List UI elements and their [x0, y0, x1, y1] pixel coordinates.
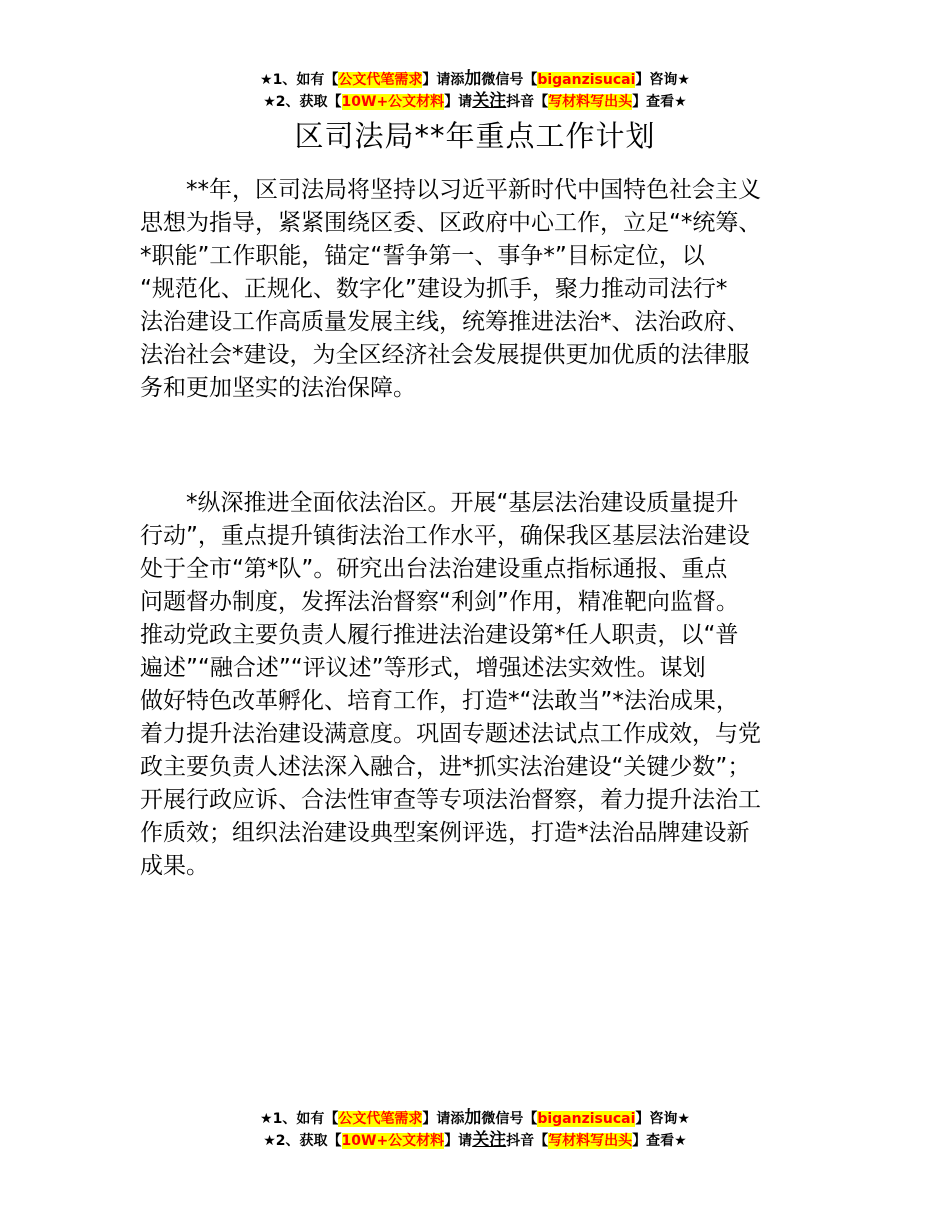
promo-emphasis: 加	[464, 69, 482, 89]
paragraph-line: 政主要负责人述法深入融合，进*抓实法治建设“关键少数”；	[140, 754, 751, 780]
promo-line-2	[0, 1129, 950, 1151]
paragraph-1	[140, 171, 830, 402]
paragraph-line: 成果。	[140, 853, 209, 879]
promo-text: 抖音【	[506, 1133, 549, 1149]
paragraph-line: 开展行政应诉、合法性审查等专项法治督察，着力提升法治工	[140, 787, 761, 813]
paragraph-line: 着力提升法治建设满意度。巩固专题述法试点工作成效，与党	[140, 721, 761, 747]
promo-text: 】请	[444, 94, 473, 110]
paragraph-line: 务和更加坚实的法治保障。	[140, 375, 416, 401]
promo-wechat-id: biganzisucai	[537, 72, 636, 88]
promo-line-2	[0, 90, 950, 112]
paragraph-line: *职能”工作职能，锚定“誓争第一、事争*”目标定位，以	[140, 243, 705, 269]
promo-douyin-id: 写材料写出头	[548, 94, 633, 110]
promo-wechat-id: biganzisucai	[537, 1111, 636, 1127]
promo-text: 】查看★	[632, 94, 687, 110]
document-title: 区司法局**年重点工作计划	[294, 119, 656, 153]
paragraph-line: 思想为指导，紧紧围绕区委、区政府中心工作，立足“*统筹、	[140, 210, 762, 236]
promo-text: ★1、如有【	[260, 72, 339, 88]
promo-text: 】请添	[422, 72, 465, 88]
promo-text: ★1、如有【	[260, 1111, 339, 1127]
paragraph-line: 推动党政主要负责人履行推进法治建设第*任人职责，以“普	[140, 622, 739, 648]
promo-highlight: 10W+公文材料	[341, 1133, 445, 1149]
paragraph-line: “规范化、正规化、数字化”建设为抓手，聚力推动司法行*	[140, 276, 728, 302]
paragraph-line: 行动”，重点提升镇街法治工作水平，确保我区基层法治建设	[140, 523, 750, 549]
promo-header	[0, 68, 950, 112]
paragraph-line: 处于全市“第*队”。研究出台法治建设重点指标通报、重点	[140, 556, 728, 582]
promo-emphasis: 关注	[472, 91, 507, 111]
promo-text: 】请	[444, 1133, 473, 1149]
paragraph-line: *纵深推进全面依法治区。开展“基层法治建设质量提升	[186, 490, 739, 516]
paragraph-line: 法治建设工作高质量发展主线，统筹推进法治*、法治政府、	[140, 309, 750, 335]
promo-emphasis: 关注	[472, 1130, 507, 1150]
promo-text: 】咨询★	[635, 1111, 690, 1127]
promo-emphasis: 加	[464, 1108, 482, 1128]
promo-text: 抖音【	[506, 94, 549, 110]
promo-text: ★2、获取【	[263, 1133, 342, 1149]
promo-text: 微信号【	[481, 72, 538, 88]
promo-douyin-id: 写材料写出头	[548, 1133, 633, 1149]
paragraph-line: 遍述”“融合述”“评议述”等形式，增强述法实效性。谋划	[140, 655, 706, 681]
promo-text: ★2、获取【	[263, 94, 342, 110]
paragraph-line: 法治社会*建设，为全区经济社会发展提供更加优质的法律服	[140, 342, 750, 368]
promo-highlight: 10W+公文材料	[341, 94, 445, 110]
promo-text: 】咨询★	[635, 72, 690, 88]
promo-highlight: 公文代笔需求	[338, 72, 423, 88]
paragraph-2	[140, 484, 830, 880]
promo-line-1	[0, 68, 950, 90]
promo-line-1	[0, 1107, 950, 1129]
paragraph-line: 作质效；组织法治建设典型案例评选，打造*法治品牌建设新	[140, 820, 750, 846]
promo-text: 微信号【	[481, 1111, 538, 1127]
promo-text: 】查看★	[632, 1133, 687, 1149]
promo-text: 】请添	[422, 1111, 465, 1127]
paragraph-line: 问题督办制度，发挥法治督察“利剑”作用，精准靶向监督。	[140, 589, 739, 615]
paragraph-line: 做好特色改革孵化、培育工作，打造*“法敢当”*法治成果，	[140, 688, 739, 714]
promo-footer	[0, 1107, 950, 1151]
paragraph-line: **年，区司法局将坚持以习近平新时代中国特色社会主义	[186, 177, 761, 203]
promo-highlight: 公文代笔需求	[338, 1111, 423, 1127]
